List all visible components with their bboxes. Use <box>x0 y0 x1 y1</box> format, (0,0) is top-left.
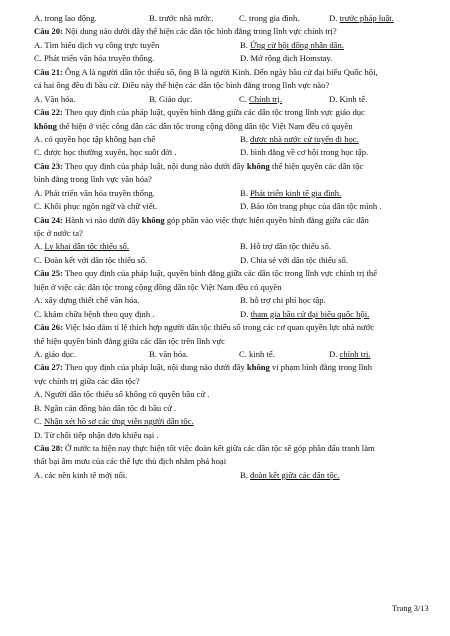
page-number: Trang 3/13 <box>392 604 429 613</box>
option-b: B. được nhà nước cử tuyển đi học. <box>240 133 359 144</box>
option-a: A. trong lao động. <box>34 13 97 23</box>
option-d: D. Chia sẻ với dân tộc thiểu số. <box>240 254 348 265</box>
answer-options <box>34 12 426 25</box>
question-text: bình đẳng trong lĩnh vực văn hóa? <box>34 174 152 185</box>
option-a: A. xây dựng thiết chế văn hóa. <box>34 295 140 306</box>
question-21: Câu 21: Ông A là người dân tộc thiểu số, ông B là người Kinh. Đến ngày bầu cử đại biểu Quốc hội, <box>34 66 378 77</box>
question-text: thể hiện quyền bình đẳng giữa các dân tộc trên lĩnh vực <box>34 335 225 346</box>
option-a: A. Phát triển văn hóa truyền thống. <box>34 187 155 198</box>
question-25: Câu 25: Theo quy định của pháp luật, quyền bình đẳng giữa các dân tộc trong lĩnh vực chính trị thể <box>34 268 378 279</box>
option-a: A. các nền kinh tế mới nổi. <box>34 469 128 480</box>
correct-answer: tham gia bầu cử đại biểu quốc hội. <box>250 308 370 319</box>
option-d: D. Bảo tồn trang phục của dân tộc mình . <box>240 201 382 212</box>
question-23: Câu 23: Theo quy định của pháp luật, nội dung nào dưới đây không thể hiện quyền các dân tộc <box>34 160 364 171</box>
question-label: Câu 21: <box>34 66 63 77</box>
correct-answer: chính trị. <box>339 348 371 359</box>
question-label: Câu 23: <box>34 160 63 171</box>
answer-options <box>34 348 426 361</box>
question-22: Câu 22: Theo quy định của pháp luật, quyền bình đẳng giữa các dân tộc trong lĩnh vực giáo dục <box>34 107 365 118</box>
answer-options <box>34 133 426 146</box>
option-a: A. giáo dục. <box>34 348 77 359</box>
option-c: C. Nhận xét hồ sơ các ứng viên người dân tộc. <box>34 416 194 427</box>
option-a: A. Văn hóa. <box>34 93 76 104</box>
option-b: B. Hỗ trợ dân tộc thiểu số. <box>240 241 331 252</box>
question-24: Câu 24: Hành vi nào dưới đây không góp phần vào việc thực hiện quyền bình đẳng giữa các dân <box>34 214 369 225</box>
answer-options <box>34 93 426 106</box>
option-d: D. Từ chối tiếp nhận đơn khiếu nại . <box>34 429 159 440</box>
question-label: Câu 26: <box>34 322 63 333</box>
option-d: D. chính trị. <box>329 348 371 359</box>
question-text: tộc ở nước ta? <box>34 228 83 238</box>
option-d: D. Kinh tế. <box>329 93 368 104</box>
correct-answer: đoàn kết giữa các dân tộc. <box>250 469 340 480</box>
correct-answer: trước pháp luật. <box>339 13 394 23</box>
option-a: A. Tìm hiểu dịch vụ công trực tuyến <box>34 39 160 50</box>
answer-options <box>34 294 426 307</box>
option-c: C. Chính trị. <box>239 93 282 104</box>
option-d: D. Mở rộng dịch Homstay. <box>240 53 333 64</box>
answer-options <box>34 254 426 267</box>
question-label: Câu 24: <box>34 214 63 225</box>
option-c: C. Phát triển văn hóa truyền thống. <box>34 53 155 64</box>
question-text: cả hai ông đều đi bầu cử. Điều này thể hiện các dân tộc bình đẳng trong lĩnh vực nào? <box>34 80 330 91</box>
question-label: Câu 25: <box>34 268 63 279</box>
correct-answer: Phát triển kinh tế gia đình. <box>250 187 342 198</box>
question-label: Câu 20: <box>34 26 63 37</box>
correct-answer: được nhà nước cử tuyển đi học. <box>250 133 359 144</box>
option-d: D. bình đẳng về cơ hội trong học tập. <box>240 147 369 158</box>
option-b: B. Ngăn cản đồng bào dân tộc đi bầu cử . <box>34 402 177 413</box>
question-27: Câu 27: Theo quy định của pháp luật, nội dung nào dưới đây không vi phạm bình đẳng trong lĩnh <box>34 362 372 373</box>
question-text: không thể hiện ở việc công dân các dân tộc trong cộng đồng dân tộc Việt Nam đều có quyền <box>34 120 353 131</box>
option-a: A. có quyền học tập không hạn chế <box>34 133 156 144</box>
correct-answer: Nhận xét hồ sơ các ứng viên người dân tộc. <box>44 416 194 427</box>
option-a: A. Người dân tộc thiểu số không có quyền bầu cử . <box>34 389 210 400</box>
option-b: B. hỗ trợ chi phí học tập. <box>240 295 326 306</box>
correct-answer: Chính trị. <box>249 93 282 104</box>
answer-options <box>34 146 426 159</box>
answer-options <box>34 308 426 321</box>
question-20: Câu 20: Nội dung nào dưới đây thể hiện các dân tộc bình đẳng trong lĩnh vực chính trị? <box>34 26 337 37</box>
question-label: Câu 22: <box>34 107 63 118</box>
question-text: thất bại âm mưu của các thế lực thù địch nhằm phá hoại <box>34 456 227 467</box>
question-label: Câu 28: <box>34 443 63 453</box>
answer-options <box>34 469 426 482</box>
option-d: D. trước pháp luật. <box>329 13 394 23</box>
correct-answer: Ly khai dân tộc thiểu số. <box>44 241 130 252</box>
option-c: C. Đoàn kết với dân tộc thiểu số. <box>34 254 148 265</box>
option-b: B. Phát triển kinh tế gia đình. <box>240 187 342 198</box>
answer-options <box>34 187 426 200</box>
option-b: B. văn hóa. <box>149 348 189 359</box>
option-c: C. Khôi phục ngôn ngữ và chữ viết. <box>34 201 158 212</box>
option-a: A. Ly khai dân tộc thiểu số. <box>34 241 130 252</box>
option-b: B. trước nhà nước. <box>149 13 214 23</box>
question-text: hiện ở việc các dân tộc trong cộng đồng dân tộc Việt Nam đều có quyền <box>34 281 282 292</box>
option-c: C. trong gia đình. <box>239 13 300 23</box>
option-b: B. Ứng cử hội đồng nhân dân. <box>240 39 344 50</box>
answer-options <box>34 39 426 52</box>
question-label: Câu 27: <box>34 362 63 373</box>
option-c: C. kinh tế. <box>239 348 275 359</box>
answer-options <box>34 52 426 65</box>
option-b: B. đoàn kết giữa các dân tộc. <box>240 469 340 480</box>
question-26: Câu 26: Việc bảo đảm tỉ lệ thích hợp người dân tộc thiểu số trong các cơ quan quyền lực nhà nước <box>34 322 375 333</box>
option-c: C. được học thường xuyên, học suốt đời . <box>34 147 177 158</box>
option-b: B. Giáo dục. <box>149 93 193 104</box>
answer-options <box>34 240 426 253</box>
correct-answer: Ứng cử hội đồng nhân dân. <box>250 39 344 50</box>
question-text: vực chính trị giữa các dân tộc? <box>34 375 140 386</box>
question-28: Câu 28: Ở nước ta hiện nay thực hiện tốt việc đoàn kết giữa các dân tộc sẽ góp phần đấu tranh làm <box>34 443 375 453</box>
document-page <box>34 12 426 482</box>
option-d: D. tham gia bầu cử đại biểu quốc hội. <box>240 308 370 319</box>
answer-options <box>34 200 426 213</box>
option-c: C. khám chữa bệnh theo quy định . <box>34 308 155 319</box>
